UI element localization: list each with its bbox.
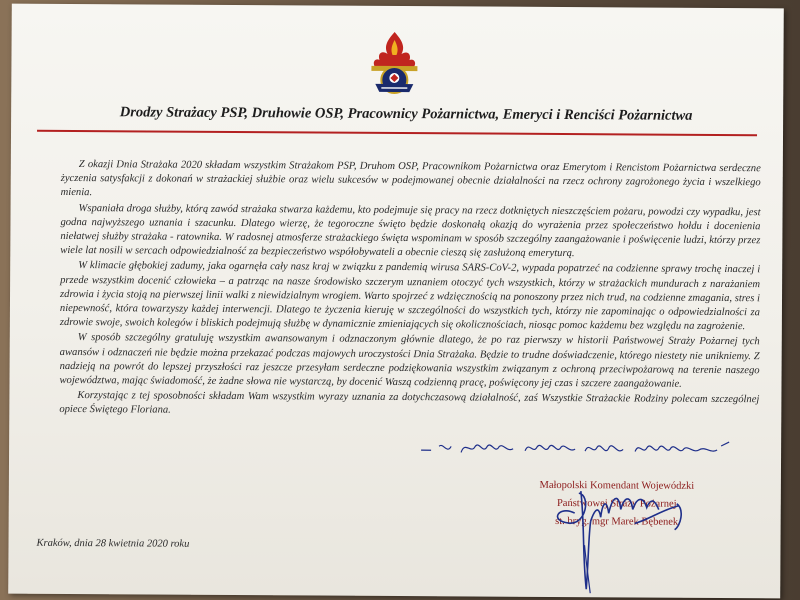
signature-line-1: Małopolski Komendant Wojewódzki xyxy=(539,479,695,492)
paragraph-5: Korzystając z tej sposobności składam Wam wszystkim wyrazy uznania za dotychczasową działalność, zaś Wszystkie Strażackie Rodziny polecam szczególnej opiece Świętego Floriana. xyxy=(59,390,760,417)
letter-body xyxy=(59,158,761,423)
paragraph-3: W klimacie głębokiej zadumy, jaka ogarnęła cały nasz kraj w związku z pandemią wirusa SARS-CoV-2, wypada popatrzeć na codzienne sprawy trochę inaczej i przede wszystkim docenić człowieka – a patrząc na nasze środowisko szczerym uznaniem otoczyć tych wszystkich, którzy w strażackich mundurach z narażaniem zdrowia i życia stoją na pierwszej linii walki z niewidzialnym wrogiem. Warto spojrzeć z wdzięcznością na ponoszony przez nich trud, na codzienne zmagania, stres i niepewność, która towarzyszy każdej interwencji. Dlatego te życzenia kieruję w szczególności do wszystkich tych, którzy nie zapominając o odpowiedzialności za zdrowie swoje, swoich kolegów i bliskich podejmują służbę w dynamicznie zmieniających się okolicznościach, niosąc pomoc każdemu bez względu na zagrożenie. xyxy=(59,260,761,333)
signature-line-2: Państwowej Straży Pożarnej xyxy=(556,497,677,510)
signature-line-3: st. bryg. mgr Marek Bębenek xyxy=(555,515,679,528)
handwritten-signature-icon xyxy=(528,465,729,596)
letter-page xyxy=(8,4,784,599)
handwritten-note xyxy=(417,436,747,464)
paragraph-1: Z okazji Dnia Strażaka 2020 składam wszystkim Strażakom PSP, Druhom OSP, Pracownikom Pożarnictwa oraz Emerytom i Rencistom Pożarnictwa serdeczne życzenia satysfakcji z dokonań w strażackiej służbie oraz wielu sukcesów w podejmowanej obecnie działalności na rzecz ochrony zagrożonego życia i wszelkiego mienia. xyxy=(60,159,761,199)
paragraph-4: W sposób szczególny gratuluję wszystkim awansowanym i odznaczonym głównie dlatego, że po raz pierwszy w historii Państwowej Straży Pożarnej tych awansów i odznaczeń nie będzie można przekazać podczas majowych uroczystości Dnia Strażaka. Będzie to trudne doświadczenie, którego niestety nie unikniemy. Z nadzieją na powrót do lepszej przyszłości raz jeszcze przesyłam serdeczne podziękowania wszystkim związanym z ochroną przeciwpożarową na terenie naszego województwa, mając świadomość, że żadne słowa nie wystarczą, by docenić Waszą codzienną pracę, poświęcony jej czas i szczere zaangażowanie. xyxy=(59,332,760,390)
date-line: Kraków, dnia 28 kwietnia 2020 roku xyxy=(36,537,190,550)
fire-service-emblem-icon xyxy=(357,28,431,98)
red-divider xyxy=(37,130,757,136)
paragraph-2: Wspaniała droga służby, którą zawód strażaka stwarza każdemu, kto podejmuje się pracy na rzecz dotkniętych nieszczęściem pożaru, powodzi czy wypadku, jest godna najwyższego uznania i szacunku. Dlatego wierzę, że tegoroczne święto będzie doskonałą okazją do wyrażenia przez społeczeństwo hołdu i docenienia niełatwej służby strażaka - ratownika. W radosnej atmosferze strażackiego święta wspominam w sposób szczególny zaangażowanie i poświęcenie ludzi, którzy przez wiele lat nosili w sercach odpowiedzialność za bezpieczeństwo współobywateli a obecnie cieszą się zasłużoną emeryturą. xyxy=(60,202,761,260)
letter-title: Drodzy Strażacy PSP, Druhowie OSP, Pracownicy Pożarnictwa, Emeryci i Renciści Pożarnictwa xyxy=(119,104,693,124)
